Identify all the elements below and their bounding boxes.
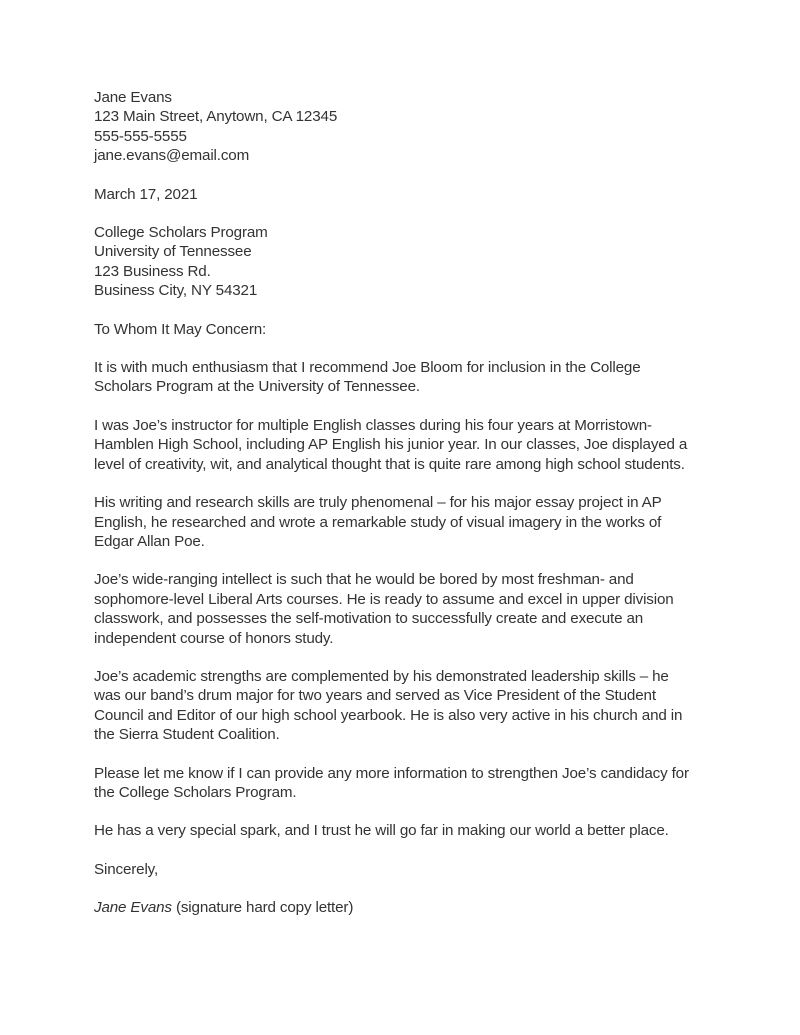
closing: Sincerely, [94,860,159,878]
signature-note: (signature hard copy letter) [171,899,354,917]
body-paragraph-1: It is with much enthusiasm that I recommend Joe Bloom for inclusion in the College Scholars Program at the University of Tennessee. [94,359,641,396]
signature-line [94,898,696,917]
recipient-program: College Scholars Program [94,224,268,242]
letter-body [94,88,696,937]
sender-phone: 555-555-5555 [94,127,187,145]
salutation: To Whom It May Concern: [94,320,267,338]
recipient-address-block [94,223,696,301]
body-paragraph-5: Joe’s academic strengths are complemented by his demonstrated leadership skills – he was our band’s drum major for two years and served as Vice President of the Student Council and Editor of our high school yearbook. He is also very active in his church and in the Sierra Student Coalition. [94,667,683,744]
sender-email: jane.evans@email.com [94,147,250,165]
sender-name: Jane Evans [94,89,172,106]
letter-date: March 17, 2021 [94,185,198,203]
sender-address-block [94,88,696,166]
body-paragraph-4: Joe’s wide-ranging intellect is such that he would be bored by most freshman- and sophomore-level Liberal Arts courses. He is ready to assume and excel in upper division classwork, and possesses the self-motivation to successfully create and execute an independent course of honors study. [94,571,674,647]
body-paragraph-7: He has a very special spark, and I trust he will go far in making our world a better place. [94,822,669,840]
body-paragraph-3: His writing and research skills are truly phenomenal – for his major essay project in AP English, he researched and wrote a remarkable study of visual imagery in the works of Edgar Allan Poe. [94,494,662,550]
sender-street: 123 Main Street, Anytown, CA 12345 [94,108,338,126]
body-paragraph-2: I was Joe’s instructor for multiple English classes during his four years at Morristown-Hamblen High School, including AP English his junior year. In our classes, Joe displayed a level of creativity, wit, and analytical thought that is quite rare among high school students. [94,416,688,473]
recipient-organization: University of Tennessee [94,243,252,261]
signature-name: Jane Evans [94,899,172,917]
body-paragraph-6: Please let me know if I can provide any more information to strengthen Joe’s candidacy for the College Scholars Program. [94,764,689,801]
recipient-street: 123 Business Rd. [94,262,211,280]
recipient-city-state-zip: Business City, NY 54321 [94,282,258,300]
